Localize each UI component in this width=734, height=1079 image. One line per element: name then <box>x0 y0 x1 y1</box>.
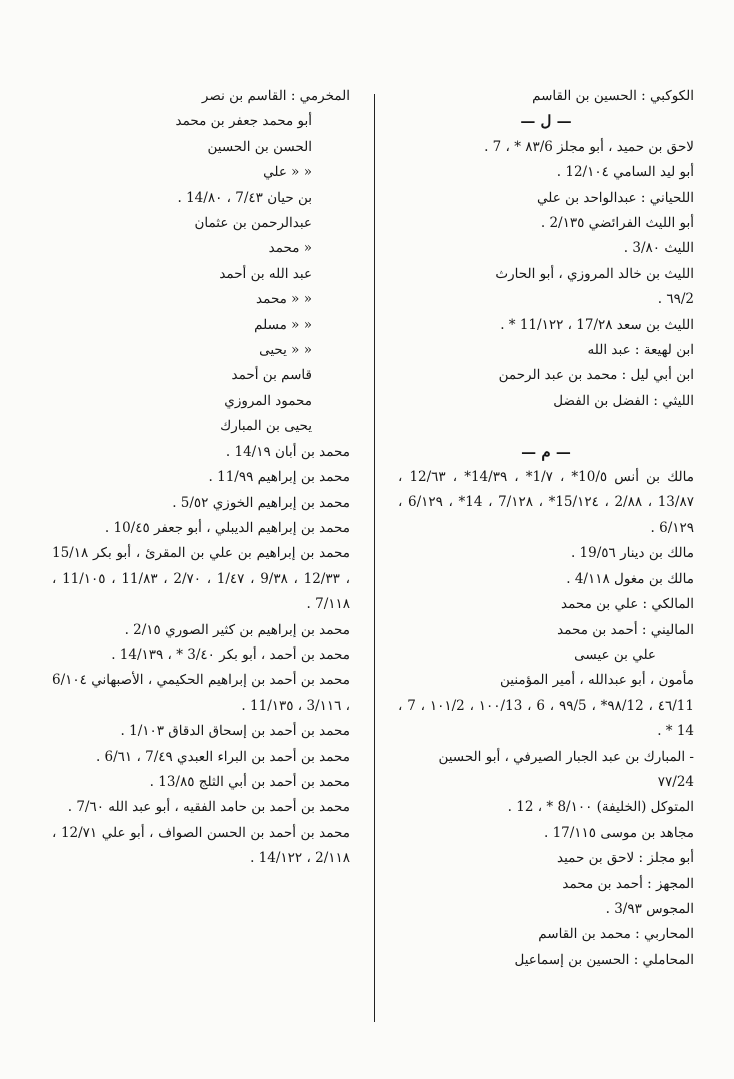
index-entry: المتوكل (الخليفة) 8/١٠٠ * ، 12 . <box>507 799 694 816</box>
index-entry: محمد بن أحمد بن الحسن الصواف ، أبو علي 12/٧١ ، 2/١١٨ ، 14/١٢٢ . <box>52 824 350 867</box>
index-entry: الليث 3/٨٠ . <box>623 240 694 257</box>
index-entry: ابن لهيعة : عبد الله <box>587 342 694 359</box>
index-entry: مالك بن مغول 4/١١٨ . <box>566 570 694 587</box>
index-entry: محمد بن أبان 14/١٩ . <box>225 443 350 460</box>
index-entry: مجاهد بن موسى 17/١١٥ . <box>543 824 694 841</box>
letter-heading: — م — <box>521 442 571 461</box>
index-entry: مأمون ، أبو عبدالله ، أمير المؤمنين <box>500 672 694 689</box>
index-subentry: « محمد <box>268 240 312 257</box>
index-subentry: علي بن عيسى <box>574 646 656 663</box>
index-entry: لاحق بن حميد ، أبو مجلز ٨٣/6 * ، 7 . <box>484 138 694 155</box>
index-subentry: عبدالرحمن بن عثمان <box>194 215 312 232</box>
index-subentry: محمود المروزي <box>224 392 312 409</box>
index-entry: أبو الليث الفرائضي 2/١٣٥ . <box>540 215 694 232</box>
column-divider <box>374 94 375 1022</box>
index-entry: محمد بن إبراهيم الخوزي 5/٥٢ . <box>172 494 350 511</box>
index-entry: المخرمي : القاسم بن نصر <box>201 88 350 104</box>
letter-heading: — ل — <box>520 112 572 131</box>
index-entry: الكوكبي : الحسين بن القاسم <box>532 88 694 104</box>
index-entry: محمد بن أحمد بن إسحاق الدقاق 1/١٠٣ . <box>120 723 350 740</box>
index-subentry: « « علي <box>263 164 312 181</box>
index-entry: المحاملي : الحسين بن إسماعيل <box>514 951 694 968</box>
index-subentry: يحيى بن المبارك <box>220 418 312 435</box>
index-subentry: أبو محمد جعفر بن محمد <box>175 113 312 130</box>
index-subentry: « « محمد <box>256 291 312 308</box>
index-entry: محمد بن إبراهيم بن علي بن المقرئ ، أبو بكر 15/١٨ ، 12/٣٣ ، 9/٣٨ ، 1/٤٧ ، 2/٧٠ ، 11/٨٣ ، 11/١٠٥ ، 7/١١٨ . <box>52 545 350 613</box>
index-entry: 2/٦٩ . <box>657 291 694 308</box>
index-subentry: « « مسلم <box>254 316 312 333</box>
index-entry: محمد بن إبراهيم الديبلي ، أبو جعفر 10/٤٥ . <box>104 519 350 536</box>
index-entry: المالكي : علي بن محمد <box>561 596 694 613</box>
index-entry: اللحياني : عبدالواحد بن علي <box>536 189 694 206</box>
index-entry: الليث بن خالد المروزي ، أبو الحارث <box>495 265 694 282</box>
index-subentry: الحسن بن الحسين <box>207 138 312 155</box>
index-entry: محمد بن أحمد ، أبو بكر 3/٤٠ * ، 14/١٣٩ . <box>111 646 350 663</box>
index-entry: المحاربي : محمد بن القاسم <box>538 926 694 943</box>
index-entry: المجوس 3/٩٣ . <box>605 900 694 917</box>
index-entry: المجهز : أحمد بن محمد <box>562 875 694 892</box>
left-column <box>52 84 350 872</box>
index-entry: محمد بن أحمد بن أبي الثلج 13/٨٥ . <box>149 773 350 790</box>
index-entry: ابن أبي ليل : محمد بن عبد الرحمن <box>498 367 694 384</box>
right-column <box>398 84 694 973</box>
index-entry: محمد بن إبراهيم بن كثير الصوري 2/١٥ . <box>124 621 350 638</box>
index-entry: محمد بن أحمد بن إبراهيم الحكيمي ، الأصبهاني 6/١٠٤ ، 3/١١٦ ، 11/١٣٥ . <box>52 672 350 714</box>
index-entry: الليث بن سعد 17/٢٨ ، 11/١٢٢ * . <box>500 316 694 333</box>
index-subentry: قاسم بن أحمد <box>231 367 312 384</box>
index-entry: الليثي : الفضل بن الفضل <box>553 392 694 409</box>
index-entry: 24/٧٧ <box>657 773 694 790</box>
index-subentry: « « يحيى <box>259 342 312 359</box>
index-subentry: بن حيان 7/٤٣ ، 14/٨٠ . <box>177 189 312 206</box>
index-entry: 11/٤٦ ، 12/٩٨* ، 5/٩٩ ، 6 ، 13/١٠٠ ، 2/١٠١ ، 7 ، 14 * . <box>398 697 694 740</box>
index-entry: أبو مجلز : لاحق بن حميد <box>557 850 694 867</box>
index-entry: الماليني : أحمد بن محمد <box>557 621 694 638</box>
index-entry: محمد بن إبراهيم 11/٩٩ . <box>208 469 350 486</box>
index-subentry: عبد الله بن أحمد <box>219 265 312 282</box>
blank-line <box>398 414 694 439</box>
index-entry: أبو ليد السامي 12/١٠٤ . <box>556 164 694 181</box>
index-entry: محمد بن أحمد بن البراء العبدي 7/٤٩ ، 6/٦١ . <box>95 748 350 765</box>
index-entry: محمد بن أحمد بن حامد الفقيه ، أبو عبد الله 7/٦٠ . <box>67 799 350 816</box>
index-entry: مالك بن أنس 10/٥* ، 1/٧* ، 14/٣٩* ، 12/٦٣ ، 13/٨٧ ، 2/٨٨ ، 15/١٢٤* ، 7/١٢٨ ، 14* ، 6/١٢٩ ، 6/١٢٩ . <box>398 469 694 536</box>
index-entry: - المبارك بن عبد الجبار الصيرفي ، أبو الحسين <box>438 748 694 765</box>
index-entry: مالك بن دينار 19/٥٦ . <box>570 545 694 562</box>
